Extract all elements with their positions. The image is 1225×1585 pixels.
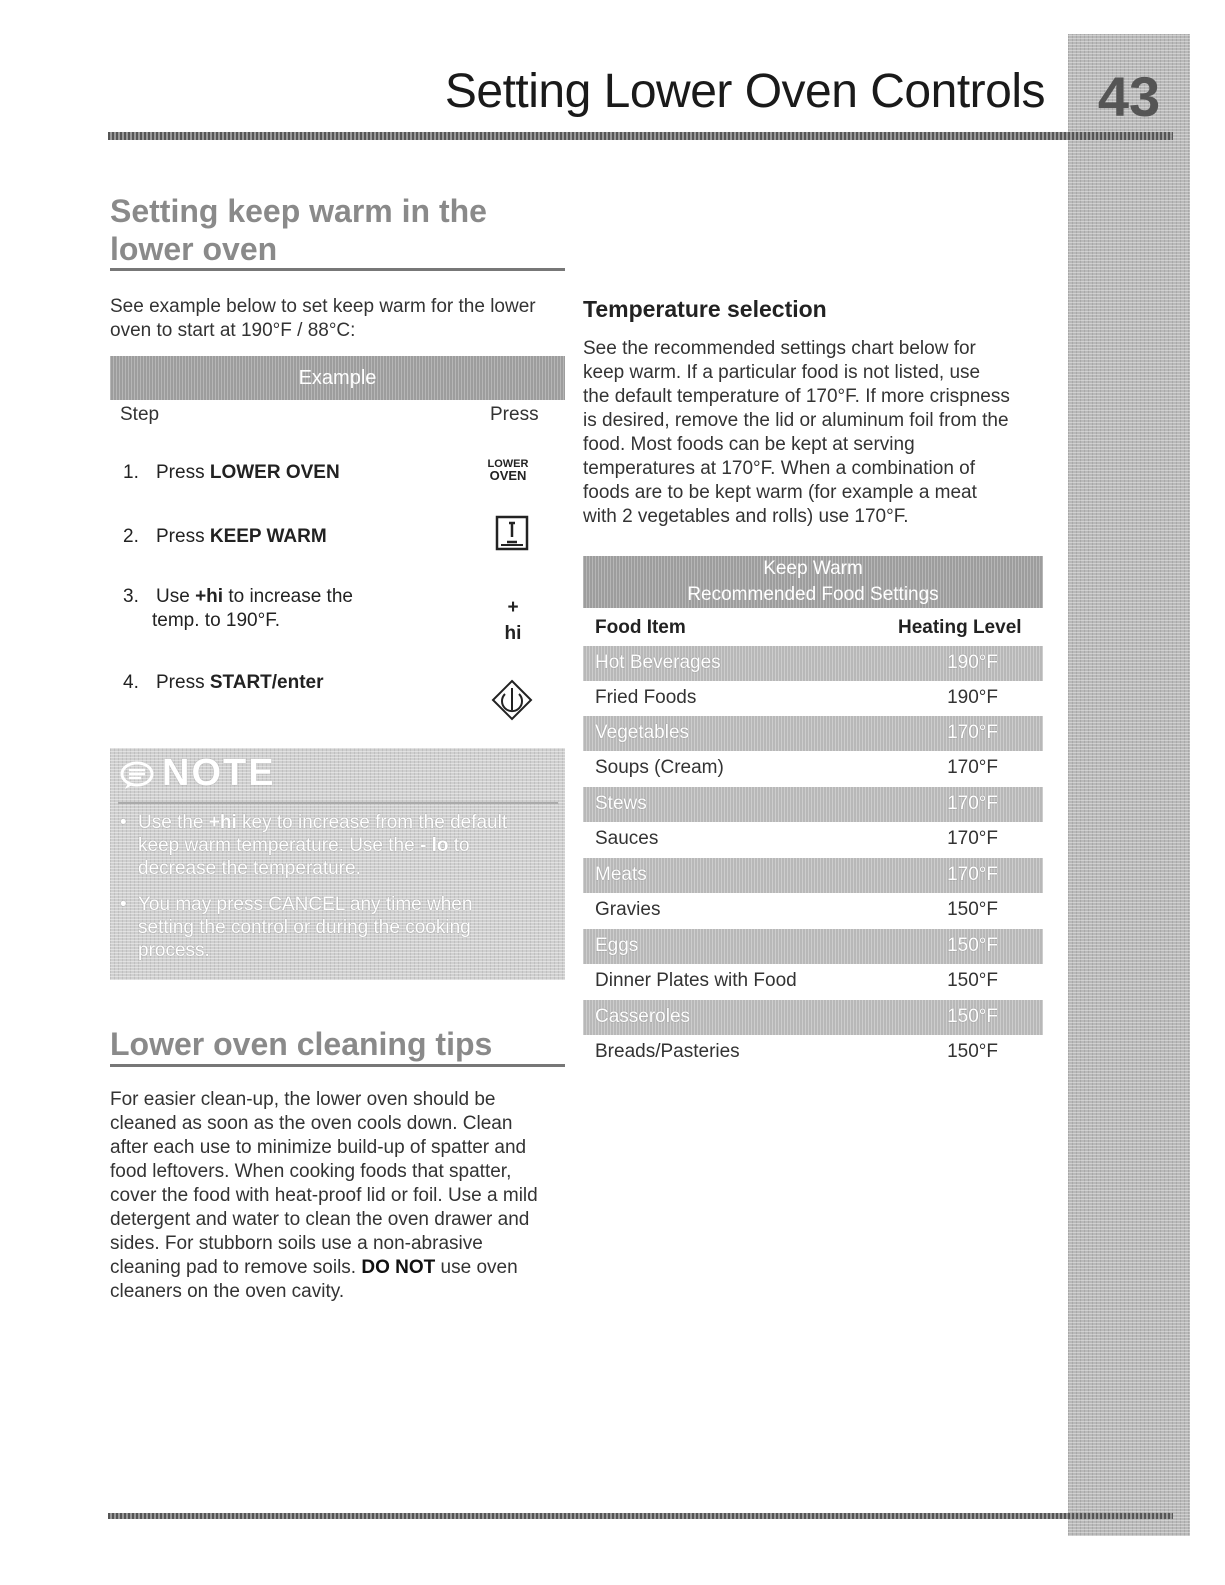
cleaning-line: cleaners on the oven cavity. — [110, 1281, 345, 1302]
heating-level: 150°F — [947, 1006, 998, 1027]
start-enter-icon — [491, 679, 533, 721]
note-item-1: • Use the +hi key to increase from the default keep warm temperature. Use the - lo to decrease the temperature. — [120, 811, 550, 880]
table-row — [583, 929, 1043, 964]
food-item: Gravies — [595, 899, 661, 920]
table-row — [583, 822, 1043, 857]
step-prefix: Press — [156, 672, 210, 693]
food-item: Vegetables — [595, 722, 690, 743]
food-column-header: Food Item — [595, 617, 686, 638]
temperature-body — [583, 337, 1043, 529]
cleaning-body — [110, 1088, 570, 1304]
heating-level: 170°F — [947, 864, 998, 885]
table-row — [583, 681, 1043, 716]
heating-level: 190°F — [947, 652, 998, 673]
heating-level: 170°F — [947, 757, 998, 778]
cleaning-line-tail: use oven — [435, 1257, 518, 1278]
press-column-label: Press — [490, 404, 539, 425]
step-3-line2: temp. to 190°F. — [152, 610, 280, 631]
note-item-2: • You may press CANCEL any time when setting the control or during the cooking process. — [120, 893, 550, 962]
table-row — [583, 964, 1043, 999]
page-title: Setting Lower Oven Controls — [444, 65, 1045, 118]
heating-level: 170°F — [947, 722, 998, 743]
note-text: keep warm temperature. Use the — [138, 835, 420, 856]
step-number: 3. — [123, 586, 139, 607]
hi-key-plus: + — [507, 597, 519, 618]
note-text: process. — [138, 940, 210, 961]
table-row — [583, 893, 1043, 928]
heating-level: 170°F — [947, 828, 998, 849]
note-text: key to increase from the default — [236, 812, 508, 833]
food-item: Dinner Plates with Food — [595, 970, 797, 991]
step-3 — [123, 586, 353, 608]
table-row — [583, 858, 1043, 893]
table-row — [583, 751, 1043, 786]
food-item: Stews — [595, 793, 647, 814]
step-2 — [123, 526, 327, 548]
food-item: Sauces — [595, 828, 659, 849]
table-row — [583, 787, 1043, 822]
step-key: LOWER OVEN — [209, 462, 340, 483]
note-divider — [118, 802, 558, 804]
lower-oven-key-icon — [480, 458, 536, 482]
step-key: +hi — [195, 586, 224, 607]
note-key: - lo — [419, 835, 449, 856]
keep-warm-heading-rule — [110, 268, 565, 271]
level-column-header: Heating Level — [898, 617, 1022, 638]
step-prefix: Use — [156, 586, 196, 607]
step-key: KEEP WARM — [209, 526, 327, 547]
note-text: setting the control or during the cooking — [138, 917, 471, 938]
food-item: Casseroles — [595, 1006, 691, 1027]
lower-oven-key-line1: LOWER — [487, 458, 529, 470]
keep-warm-icon — [495, 515, 529, 551]
food-item: Eggs — [595, 935, 639, 956]
step-key: START/enter — [209, 672, 324, 693]
temperature-line: is desired, remove the lid or aluminum foil from the — [583, 410, 1009, 431]
food-item: Fried Foods — [595, 687, 697, 708]
lower-oven-key-line2: OVEN — [489, 468, 527, 483]
food-item: Soups (Cream) — [595, 757, 724, 778]
hi-key-label: hi — [504, 623, 522, 644]
cleaning-line: cleaned as soon as the oven cools down. Clean — [110, 1113, 513, 1134]
keep-warm-heading-line2: lower oven — [110, 231, 278, 267]
table-row — [583, 646, 1043, 681]
step-number: 2. — [123, 526, 139, 547]
note-text: decrease the temperature. — [138, 858, 361, 879]
table-row — [583, 1000, 1043, 1035]
cleaning-heading-rule — [110, 1064, 565, 1067]
table-row — [583, 716, 1043, 751]
temperature-line: the default temperature of 170°F. If more crispness — [583, 386, 1010, 407]
cleaning-line: For easier clean-up, the lower oven should be — [110, 1089, 496, 1110]
food-table-title-line2: Recommended Food Settings — [687, 584, 939, 605]
keep-warm-intro-line2: oven to start at 190°F / 88°C: — [110, 320, 356, 341]
footer-rule — [108, 1513, 1173, 1519]
step-number: 1. — [123, 462, 139, 483]
heating-level: 170°F — [947, 793, 998, 814]
heating-level: 150°F — [947, 970, 998, 991]
cleaning-line: after each use to minimize build-up of spatter and — [110, 1137, 527, 1158]
note-box — [110, 748, 565, 980]
temperature-line: food. Most foods can be kept at serving — [583, 434, 915, 455]
keep-warm-intro-line1: See example below to set keep warm for the lower — [110, 296, 536, 317]
food-item: Breads/Pasteries — [595, 1041, 740, 1062]
temperature-line: with 2 vegetables and rolls) use 170°F. — [583, 506, 909, 527]
keep-warm-heading-line1: Setting keep warm in the — [110, 193, 487, 229]
page-side-tab — [1068, 34, 1190, 1536]
heating-level: 150°F — [947, 935, 998, 956]
step-4 — [123, 672, 324, 694]
page-number: 43 — [1097, 65, 1161, 128]
heating-level: 150°F — [947, 1041, 998, 1062]
note-key: +hi — [208, 812, 237, 833]
cleaning-line: cleaning pad to remove soils. — [110, 1257, 357, 1278]
food-item: Hot Beverages — [595, 652, 721, 673]
temperature-line: foods are to be kept warm (for example a meat — [583, 482, 977, 503]
heating-level: 190°F — [947, 687, 998, 708]
note-title: NOTE — [162, 752, 276, 794]
temperature-line: temperatures at 170°F. When a combination of — [583, 458, 976, 479]
cleaning-heading: Lower oven cleaning tips — [110, 1026, 493, 1062]
food-table-header — [583, 556, 1043, 608]
hi-key-icon — [495, 595, 531, 647]
note-text: to — [448, 835, 470, 856]
step-prefix: Press — [156, 526, 210, 547]
cleaning-line: sides. For stubborn soils use a non-abrasive — [110, 1233, 483, 1254]
cleaning-line: cover the food with heat-proof lid or foil. Use a mild — [110, 1185, 538, 1206]
step-1 — [123, 462, 340, 484]
step-number: 4. — [123, 672, 139, 693]
note-text: Use the — [138, 812, 209, 833]
example-header: Example — [110, 356, 565, 400]
cleaning-line: detergent and water to clean the oven drawer and — [110, 1209, 530, 1230]
note-icon — [120, 760, 154, 790]
header-rule — [108, 132, 1173, 140]
step-prefix: Press — [156, 462, 210, 483]
temperature-heading: Temperature selection — [583, 296, 827, 322]
temperature-line: keep warm. If a particular food is not listed, use — [583, 362, 981, 383]
food-item: Meats — [595, 864, 647, 885]
table-row — [583, 1035, 1043, 1070]
step-suffix: to increase the — [223, 586, 353, 607]
cleaning-line: food leftovers. When cooking foods that spatter, — [110, 1161, 512, 1182]
note-text: You may press CANCEL any time when — [138, 894, 473, 915]
heating-level: 150°F — [947, 899, 998, 920]
food-table-title-line1: Keep Warm — [763, 558, 863, 579]
temperature-line: See the recommended settings chart below for — [583, 338, 976, 359]
cleaning-warning: DO NOT — [361, 1257, 436, 1278]
step-column-label: Step — [120, 404, 160, 425]
